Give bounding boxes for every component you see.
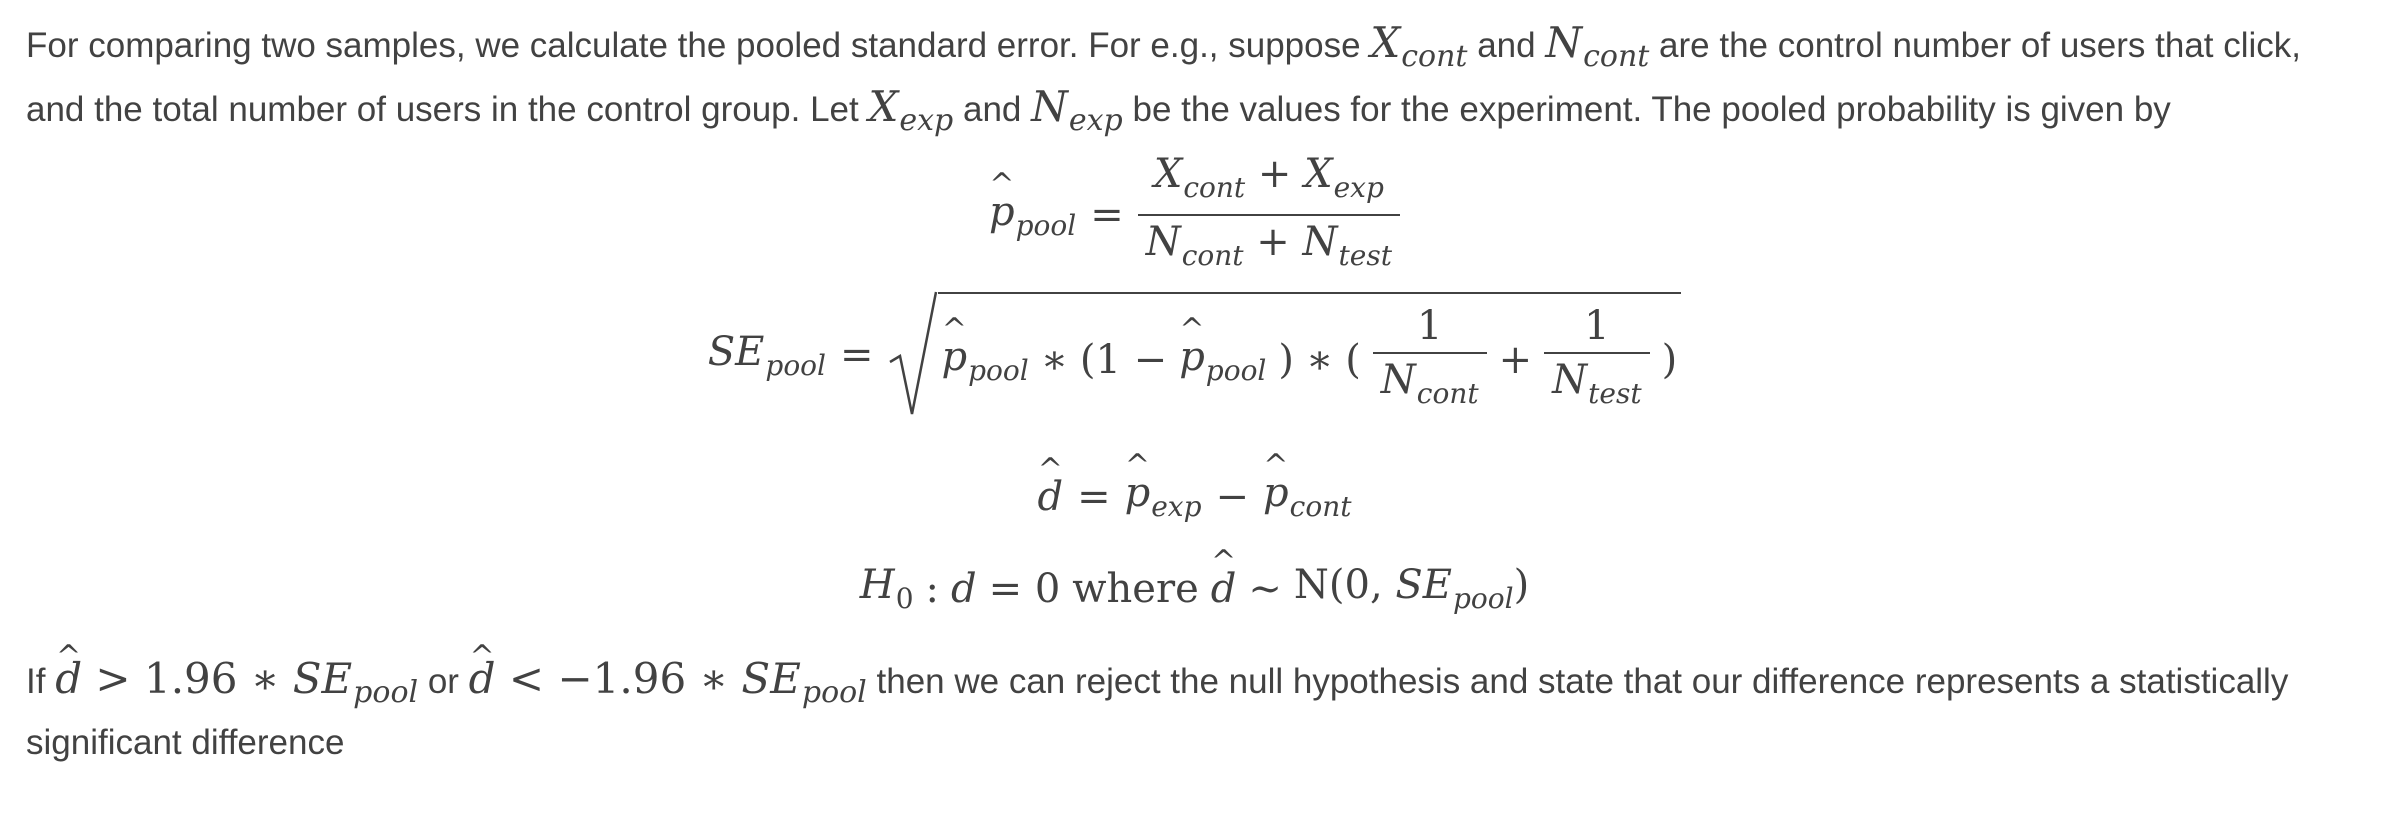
fraction-one-over-n-cont: $\frac{1}{N_{cont}}$ bbox=[1373, 300, 1487, 420]
intro-text-3: are the control number of users that click, and the total number of users in the control group. Let bbox=[26, 26, 2302, 129]
d-hat-lhs: ^ d bbox=[1038, 474, 1064, 520]
math-x-cont: $X_{cont}$ bbox=[1370, 18, 1468, 74]
math-n-exp: $N_{exp}$ bbox=[1031, 82, 1123, 138]
p-pool-lhs: ^ $p_{pool}$ bbox=[989, 189, 1076, 242]
conclusion-text-3: then we can reject the null hypothesis and state that our difference represents a statistically significant difference bbox=[26, 662, 2289, 762]
conclusion-text-1: If bbox=[26, 662, 56, 701]
intro-text-4: and bbox=[953, 90, 1032, 129]
equation-d-hat: ^ d = ^ $p_{exp}$ − ^ $p_{cont}$ bbox=[0, 470, 2389, 523]
intro-paragraph bbox=[26, 18, 2366, 146]
math-n-cont: $N_{cont}$ bbox=[1545, 18, 1650, 74]
intro-text-1: For comparing two samples, we calculate the pooled standard error. For e.g., suppose bbox=[26, 26, 1371, 65]
math-condition-1: ^ d > 1.96 ∗ $SE_{pool}$ bbox=[55, 654, 418, 703]
radical-sign-icon bbox=[888, 290, 938, 420]
math-x-exp: $X_{exp}$ bbox=[868, 82, 954, 138]
square-root: ^ $p_{pool}$ ∗ (1 − ^ $p_{pool}$ ) ∗ ( $\frac{1}{N_{cont}}$ + $\frac{1}{N_{test}}$ ) bbox=[888, 290, 1682, 420]
pooled-fraction: $\frac{X_{cont} + X_{exp}}{N_{cont} + N_{test}}$ bbox=[1138, 148, 1400, 282]
equation-pooled-probability bbox=[0, 148, 2389, 282]
equation-pooled-standard-error bbox=[0, 290, 2389, 420]
fraction-one-over-n-test: $\frac{1}{N_{test}}$ bbox=[1544, 300, 1649, 420]
equals-sign: = bbox=[1090, 192, 1124, 238]
intro-text-5: be the values for the experiment. The pooled probability is given by bbox=[1122, 90, 2171, 129]
equals-sign: = bbox=[839, 332, 874, 378]
conclusion-paragraph bbox=[26, 654, 2366, 768]
intro-text-2: and bbox=[1467, 26, 1546, 65]
equation-null-hypothesis: $H_0$ : d = 0 where ^ d ∼ N(0, $SE_{pool}$) bbox=[0, 562, 2389, 615]
conclusion-text-2: or bbox=[418, 662, 469, 701]
math-condition-2: ^ d < −1.96 ∗ $SE_{pool}$ bbox=[469, 654, 867, 703]
se-pool-lhs: $SE_{pool}$ bbox=[707, 328, 826, 382]
